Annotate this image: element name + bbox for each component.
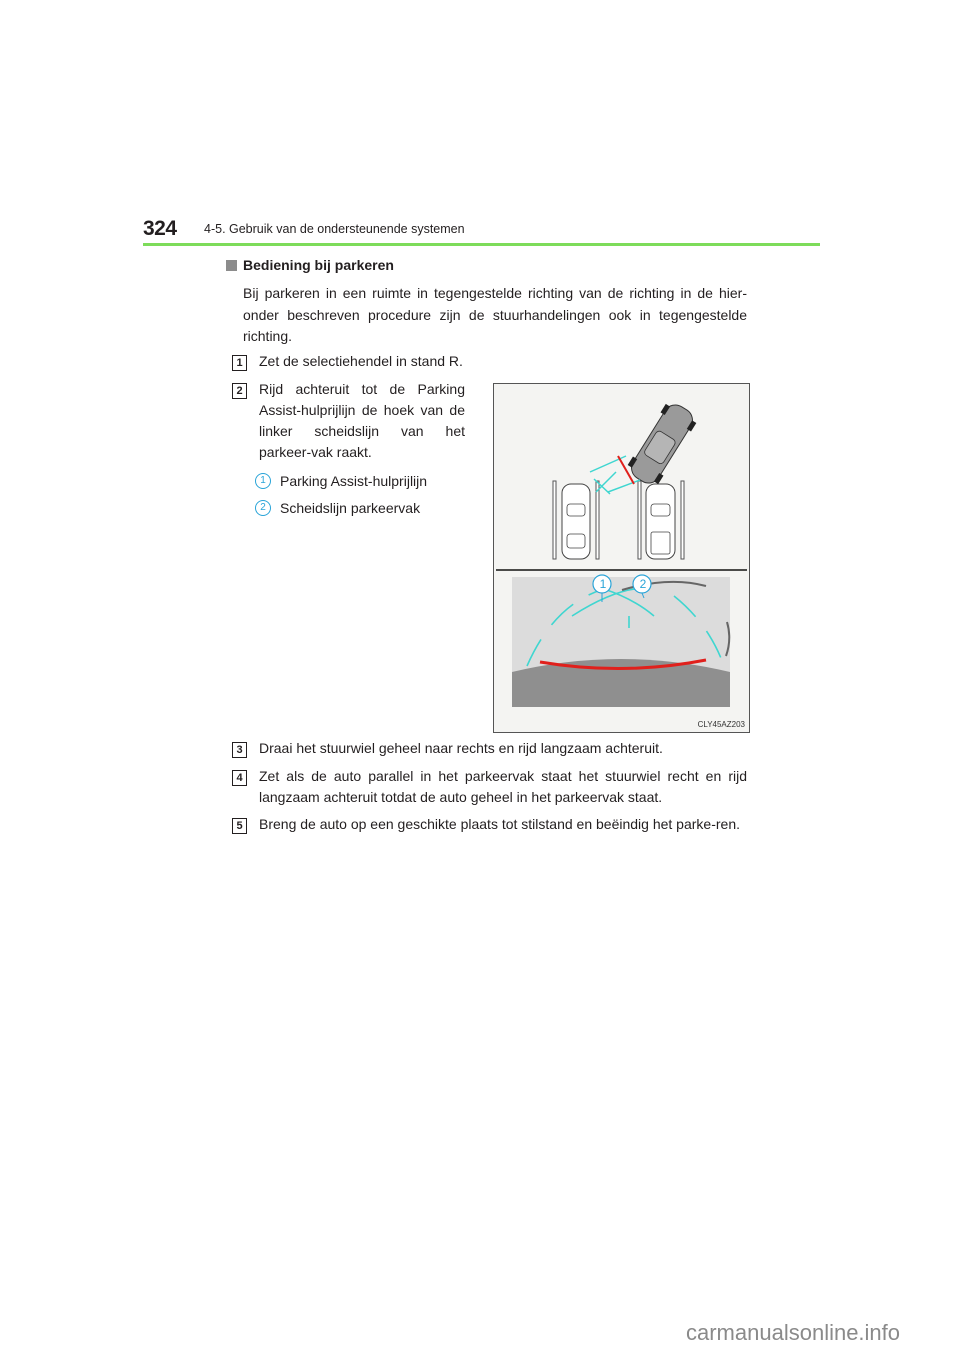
figure-code: CLY45AZ203 <box>697 720 745 729</box>
step-number-2: 2 <box>232 383 247 399</box>
section-title: 4-5. Gebruik van de ondersteunende systemen <box>204 222 465 236</box>
square-bullet-icon <box>226 260 237 271</box>
page-number: 324 <box>143 217 177 240</box>
figure-callout-1: 1 <box>599 577 607 591</box>
step-number-1: 1 <box>232 355 247 371</box>
watermark: carmanualsonline.info <box>686 1320 901 1345</box>
step-5-text: Breng de auto op een geschikte plaats tot stilstand en beëindig het parke-ren. <box>259 816 740 832</box>
heading-text: Bediening bij parkeren <box>243 257 394 273</box>
step-number-3: 3 <box>232 742 247 758</box>
figure-callout-2: 2 <box>639 577 647 591</box>
section-heading <box>226 257 394 273</box>
step-number-5: 5 <box>232 818 247 834</box>
callout-2-label: Scheidslijn parkeervak <box>280 500 421 516</box>
callout-1 <box>255 473 427 489</box>
step-2-text: Rijd achteruit tot de Parking Assist-hulprijlijn de hoek van de linker scheidslijn van het parkeer-vak raakt. <box>259 381 465 460</box>
parking-illustration <box>493 383 750 733</box>
callout-2 <box>255 500 420 516</box>
callout-1-label: Parking Assist-hulprijlijn <box>280 473 428 489</box>
circled-number-1-icon: 1 <box>255 473 271 489</box>
step-1-text: Zet de selectiehendel in stand R. <box>259 353 463 369</box>
step-3-text: Draai het stuurwiel geheel naar rechts en rijd langzaam achteruit. <box>259 740 663 756</box>
step-4-text: Zet als de auto parallel in het parkeervak staat het stuurwiel recht en rijd langzaam achteruit totdat de auto geheel in het parkeervak staat. <box>259 768 747 805</box>
circled-number-2-icon: 2 <box>255 500 271 516</box>
header-divider <box>143 243 820 246</box>
intro-paragraph: Bij parkeren in een ruimte in tegengestelde richting van de richting in de hier-onder beschreven procedure zijn de stuurhandelingen ook in tegengestelde richting. <box>243 285 747 344</box>
parking-diagram-icon <box>494 384 749 732</box>
step-number-4: 4 <box>232 770 247 786</box>
